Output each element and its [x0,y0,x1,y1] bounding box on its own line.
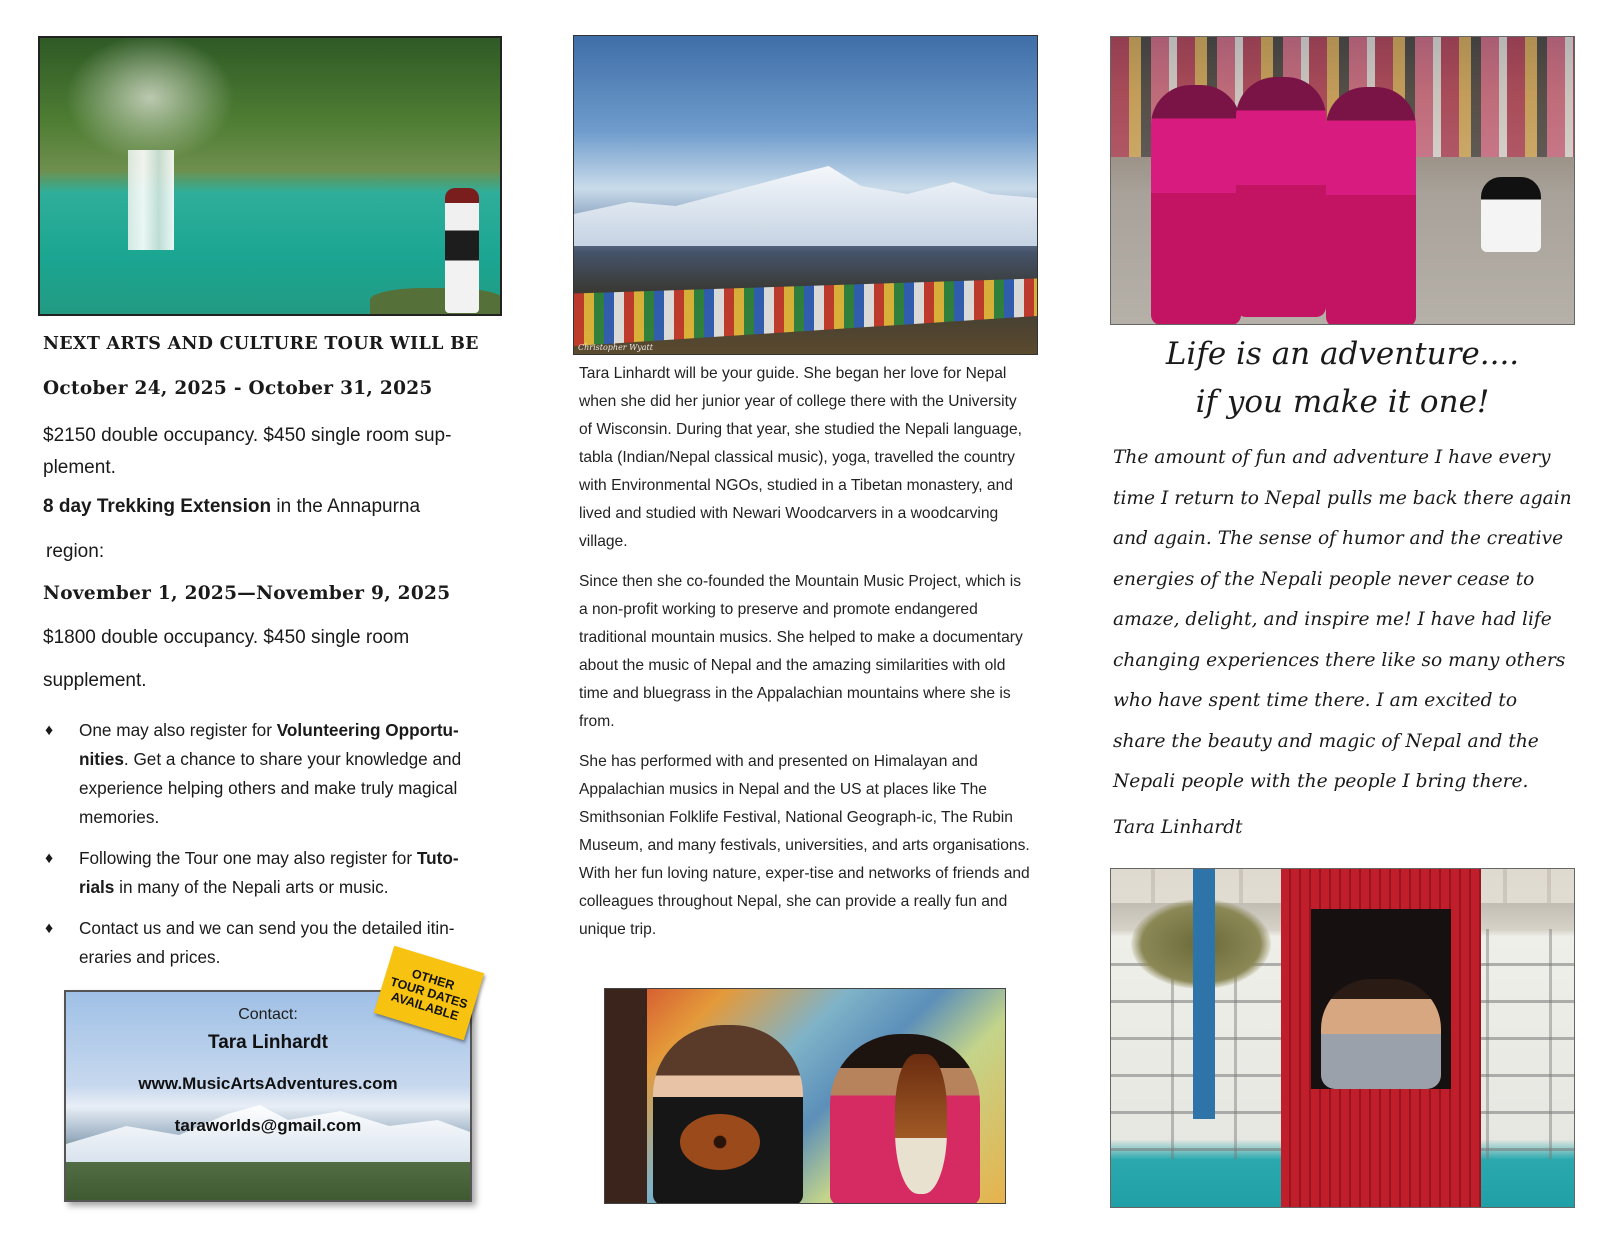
bullet-text: in many of the Nepali arts or music. [114,877,389,897]
bullet-bold: Tuto-rials [79,848,459,897]
musicians-photo [604,988,1006,1204]
bullet-text: Following the Tour one may also register for [79,848,417,868]
dancers-photo [1110,36,1575,325]
bullet-bold: Volunteering Opportu-nities [79,720,459,769]
bio-paragraph: She has performed with and presented on Himalayan and Appalachian musics in Nepal and the US at places like The Smithsonian Folklife Festival, National Geograph-ic, The Rubin Museum, and many festivals, universities, and arts organisations. With her fun loving nature, exper-tise and networks of friends and colleagues throughout Nepal, she can provide a really fun and unique trip. [579,753,1030,938]
diamond-bullet-icon: ♦ [45,850,54,867]
guide-bio [579,360,1034,956]
waterfall-flute-player-photo [38,36,502,316]
rock-shape [370,288,502,316]
trek-extension-line [43,496,420,518]
sarangi-shape [895,1054,947,1194]
bullet-text: One may also register for [79,720,277,740]
trek-dates: November 1, 2025—November 9, 2025 [43,583,451,604]
contact-name: Tara Linhardt [208,1032,328,1053]
other-tour-dates-sticker: OTHER TOUR DATES AVAILABLE [374,946,484,1040]
snow-peaks-shape [574,166,1037,246]
dancer-figure [1326,87,1416,325]
list-item [43,844,493,902]
photo-credit: Christopher Wyatt [578,343,653,352]
quote-line-2: if you make it one! [1195,384,1490,420]
seated-man-figure [1481,177,1541,252]
bullet-text: . Get a chance to share your knowledge and experience helping others and make truly magical memories. [79,749,462,827]
tour-price: $2150 double occupancy. $450 single room sup-plement. [43,425,452,478]
quote-title [1110,330,1575,426]
contact-label: Contact: [238,1006,298,1023]
bio-paragraph: Since then she co-founded the Mountain Music Project, which is a non-profit working to preserve and promote endangered traditional mountain musics. She helped to make a documentary about the music of Nepal and the amazing similarities with old time and bluegrass in the Appalachian mountains where she is from. [579,573,1023,730]
waterfall-shape [128,150,174,250]
flute-player-figure [445,188,479,313]
contact-email-link[interactable]: taraworlds@gmail.com [174,1116,362,1135]
dancer-figure [1151,85,1241,325]
wall-shape [605,989,647,1203]
child-figure [1321,979,1441,1089]
quote-body: The amount of fun and adventure I have every time I return to Nepal pulls me back there again and again. The sense of humor and the creative energies of the Nepali people never cease to amaze, delight, and inspire me! I have had life changing experiences there like so many others who have spent time there. I am excited to share the beauty and magic of Nepal and the Nepali people with the people I bring there. [1113,447,1572,792]
prayer-flags-shape [574,271,1037,346]
diamond-bullet-icon: ♦ [45,722,54,739]
options-bullet-list [43,716,493,984]
list-item [43,716,493,832]
himalaya-prayer-flags-photo [573,35,1038,355]
diamond-bullet-icon: ♦ [45,920,54,937]
mandolin-shape [680,1114,760,1170]
trek-region: region: [46,541,105,562]
trek-price-line1: $1800 double occupancy. $450 single room [43,627,410,648]
trek-extension-bold: 8 day Trekking Extension [43,496,272,517]
contact-website-link[interactable]: www.MusicArtsAdventures.com [138,1074,398,1093]
tour-dates: October 24, 2025 - October 31, 2025 [43,378,433,399]
trek-extension-rest: in the Annapurna [271,496,421,517]
quote-signature: Tara Linhardt [1113,817,1243,838]
bio-paragraph: Tara Linhardt will be your guide. She began her love for Nepal when she did her junior year of college there with the University of Wisconsin. During that year, she studied the Nepali language, tabla (Indian/Nepal classical music), yoga, travelled the country with Environmental NGOs, studied in a Tibetan monastery, and lived and studied with Newari Woodcarvers in a woodcarving village. [579,365,1022,550]
dancer-figure [1236,77,1326,317]
tour-heading: NEXT ARTS AND CULTURE TOUR WILL BE [43,334,479,354]
child-in-window-photo [1110,868,1575,1208]
quote-line-1: Life is an adventure.... [1165,336,1520,372]
bullet-text: Contact us and we can send you the detailed itin-eraries and prices. [79,918,455,967]
blue-post-shape [1193,869,1215,1119]
trek-price-line2: supplement. [43,670,147,691]
